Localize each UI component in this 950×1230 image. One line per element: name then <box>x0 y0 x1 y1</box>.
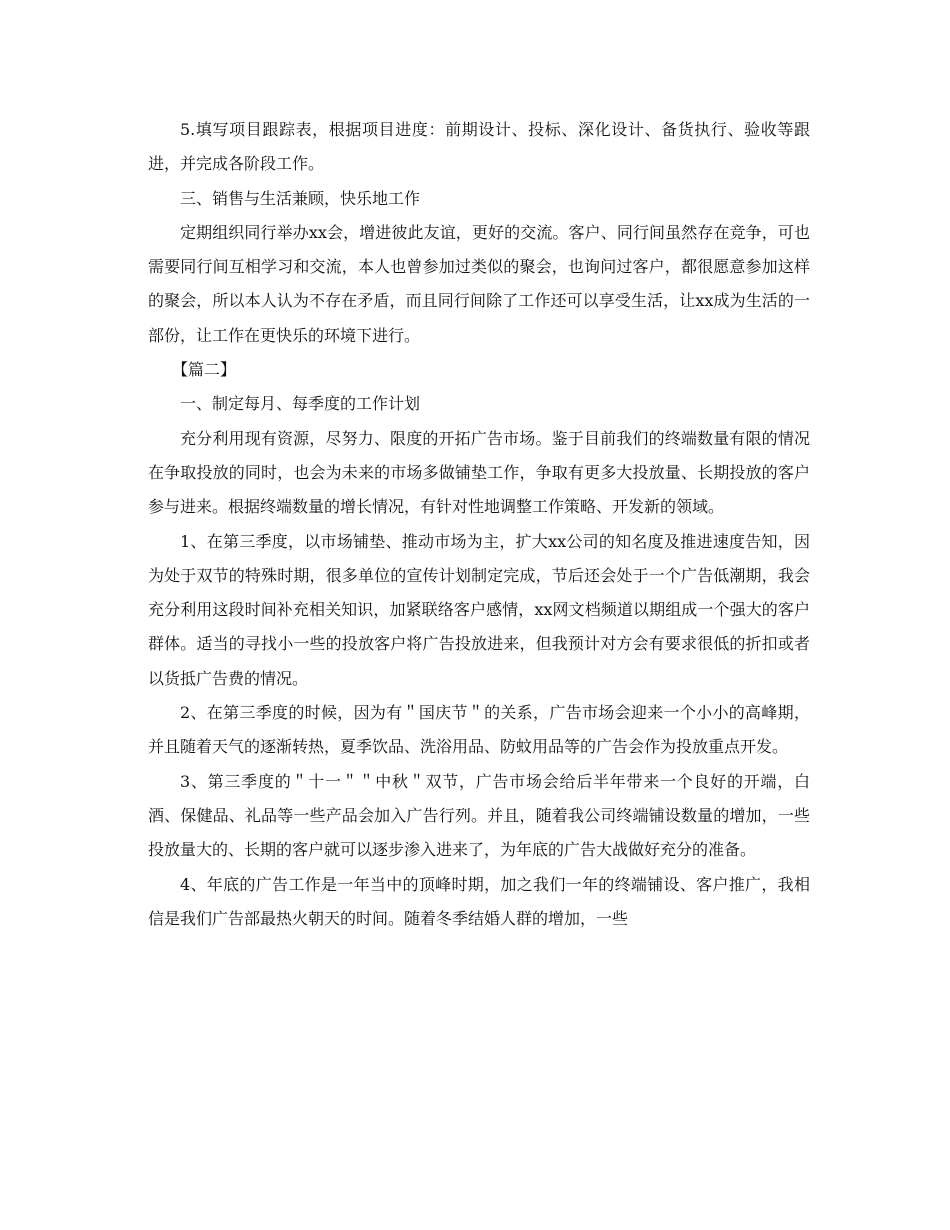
section-heading-3: 三、销售与生活兼顾，快乐地工作 <box>180 188 421 208</box>
paragraph-resources: 充分利用现有资源，尽努力、限度的开拓广告市场。鉴于目前我们的终端数量有限的情况在争取投放的同时，也会为未来的市场多做铺垫工作，争取有更多大投放量、长期投放的客户参与进来。根据终端数量的增长情况，有针对性地调整工作策略、开发新的领域。 <box>148 428 810 517</box>
document-body <box>148 113 810 936</box>
paragraph-item-2: 2、在第三季度的时候，因为有＂国庆节＂的关系，广告市场会迎来一个小小的高峰期，并且随着天气的逐渐转热，夏季饮品、洗浴用品、防蚊用品等的广告会作为投放重点开发。 <box>148 703 810 757</box>
paragraph-item-5: 5.填写项目跟踪表，根据项目进度：前期设计、投标、深化设计、备货执行、验收等跟进，并完成各阶段工作。 <box>148 120 810 174</box>
paragraph-item-4: 4、年底的广告工作是一年当中的顶峰时期，加之我们一年的终端铺设、客户推广，我相信是我们广告部最热火朝天的时间。随着冬季结婚人群的增加，一些 <box>148 874 810 928</box>
paragraph-item-3: 3、第三季度的＂十一＂＂中秋＂双节，广告市场会给后半年带来一个良好的开端，白酒、保健品、礼品等一些产品会加入广告行列。并且，随着我公司终端铺设数量的增加，一些投放量大的、长期的客户就可以逐步渗入进来了，为年底的广告大战做好充分的准备。 <box>148 771 810 860</box>
paragraph-item-1: 1、在第三季度，以市场铺垫、推动市场为主，扩大xx公司的知名度及推进速度告知，因为处于双节的特殊时期，很多单位的宣传计划制定完成，节后还会处于一个广告低潮期，我会充分利用这段时间补充相关知识，加紧联络客户感情，xx网文档频道以期组成一个强大的客户群体。适当的寻找小一些的投放客户将广告投放进来，但我预计对方会有要求很低的折扣或者以货抵广告费的情况。 <box>148 531 810 688</box>
section-marker-part-two: 【篇二】 <box>172 360 237 380</box>
section-heading-1: 一、制定每月、每季度的工作计划 <box>180 394 421 414</box>
paragraph-gathering: 定期组织同行举办xx会，增进彼此友谊，更好的交流。客户、同行间虽然存在竞争，可也需要同行间互相学习和交流，本人也曾参加过类似的聚会，也询问过客户，都很愿意参加这样的聚会，所以本人认为不存在矛盾，而且同行间除了工作还可以享受生活，让xx成为生活的一部份，让工作在更快乐的环境下进行。 <box>148 222 810 345</box>
